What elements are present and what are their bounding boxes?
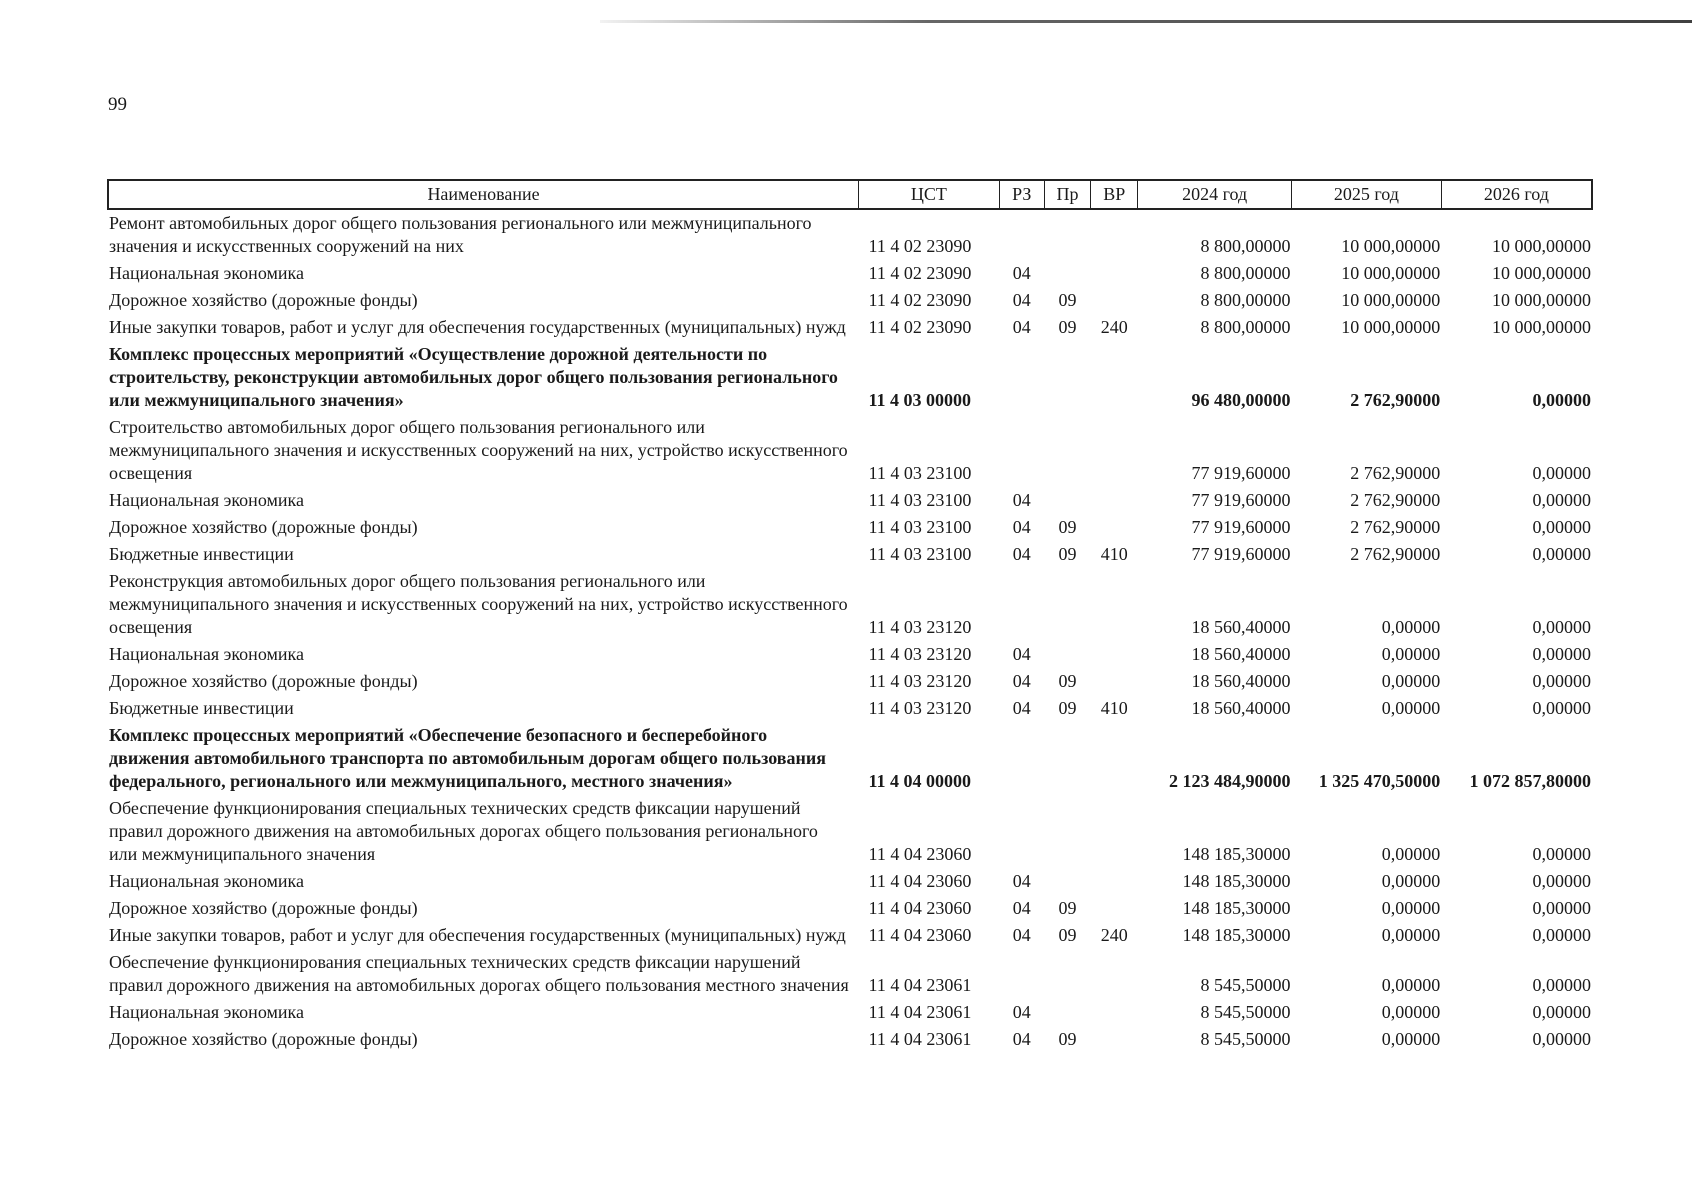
page-number: 99 — [108, 94, 127, 115]
row-value-2026: 0,00000 — [1532, 390, 1591, 410]
row-name: Иные закупки товаров, работ и услуг для обеспечения государственных (муниципальных) нужд — [109, 317, 846, 337]
row-value-2025: 2 762,90000 — [1350, 544, 1441, 564]
row-value-2024: 148 185,30000 — [1182, 898, 1291, 918]
row-value-2025: 0,00000 — [1381, 871, 1441, 891]
row-rz — [999, 795, 1044, 868]
row-value-2025: 0,00000 — [1381, 844, 1441, 864]
row-value-2024: 148 185,30000 — [1182, 925, 1291, 945]
row-cst: 11 4 03 23100 — [868, 463, 972, 483]
row-rz — [999, 414, 1044, 487]
row-vr: 410 — [1100, 544, 1128, 564]
row-name: Обеспечение функционирования специальных технических средств фиксации нарушений правил дорожного движения на автомобильных дорогах общего пользования местного значения — [109, 952, 849, 995]
row-pr — [1044, 414, 1090, 487]
row-value-2025: 0,00000 — [1381, 1002, 1441, 1022]
row-rz — [999, 341, 1044, 414]
row-value-2025: 2 762,90000 — [1350, 517, 1441, 537]
header-rz: РЗ — [999, 180, 1044, 209]
row-vr — [1091, 209, 1138, 260]
row-rz: 04 — [1012, 544, 1031, 564]
row-rz — [999, 209, 1044, 260]
row-value-2025: 0,00000 — [1381, 644, 1441, 664]
row-pr: 09 — [1058, 1029, 1077, 1049]
row-rz: 04 — [1012, 1002, 1031, 1022]
row-value-2025: 0,00000 — [1381, 898, 1441, 918]
row-rz: 04 — [1012, 290, 1031, 310]
row-value-2025: 2 762,90000 — [1350, 490, 1441, 510]
row-value-2025: 10 000,00000 — [1341, 263, 1441, 283]
row-vr — [1091, 341, 1138, 414]
row-value-2025: 0,00000 — [1381, 617, 1441, 637]
row-value-2026: 0,00000 — [1532, 463, 1591, 483]
row-value-2026: 0,00000 — [1532, 871, 1591, 891]
header-2026: 2026 год — [1441, 180, 1592, 209]
row-vr — [1091, 641, 1138, 668]
header-cst: ЦСТ — [859, 180, 1000, 209]
table-row — [108, 568, 1592, 641]
table-row — [108, 487, 1592, 514]
table-row — [108, 949, 1592, 999]
row-value-2024: 77 919,60000 — [1191, 544, 1291, 564]
header-vr: ВР — [1091, 180, 1138, 209]
row-cst: 11 4 04 23060 — [868, 871, 972, 891]
table-row — [108, 514, 1592, 541]
row-pr — [1044, 795, 1090, 868]
table-row — [108, 868, 1592, 895]
row-cst: 11 4 04 23061 — [868, 1002, 972, 1022]
row-name: Национальная экономика — [109, 871, 304, 891]
table-row — [108, 695, 1592, 722]
row-rz: 04 — [1012, 698, 1031, 718]
row-pr: 09 — [1058, 290, 1077, 310]
row-cst: 11 4 03 23120 — [868, 698, 972, 718]
row-value-2024: 8 800,00000 — [1200, 236, 1291, 256]
table-row-section — [108, 722, 1592, 795]
row-value-2024: 77 919,60000 — [1191, 517, 1291, 537]
row-rz: 04 — [1012, 517, 1031, 537]
row-rz: 04 — [1012, 925, 1031, 945]
row-cst: 11 4 03 23100 — [868, 544, 972, 564]
row-pr — [1044, 568, 1090, 641]
table-row — [108, 287, 1592, 314]
row-name: Иные закупки товаров, работ и услуг для обеспечения государственных (муниципальных) нужд — [109, 925, 846, 945]
row-vr — [1091, 1026, 1138, 1053]
row-pr — [1044, 999, 1090, 1026]
row-value-2025: 0,00000 — [1381, 1029, 1441, 1049]
row-name: Национальная экономика — [109, 1002, 304, 1022]
row-cst: 11 4 02 23090 — [868, 236, 972, 256]
row-rz: 04 — [1012, 644, 1031, 664]
row-vr — [1091, 260, 1138, 287]
row-vr — [1091, 487, 1138, 514]
row-value-2025: 0,00000 — [1381, 671, 1441, 691]
row-vr — [1091, 414, 1138, 487]
row-name: Дорожное хозяйство (дорожные фонды) — [109, 898, 418, 918]
row-value-2024: 8 545,50000 — [1200, 975, 1291, 995]
budget-table — [107, 179, 1593, 1053]
row-vr — [1091, 514, 1138, 541]
row-rz — [999, 568, 1044, 641]
row-value-2026: 10 000,00000 — [1492, 290, 1591, 310]
row-value-2025: 10 000,00000 — [1341, 236, 1441, 256]
row-pr: 09 — [1058, 317, 1077, 337]
row-value-2026: 10 000,00000 — [1492, 236, 1591, 256]
row-value-2025: 10 000,00000 — [1341, 317, 1441, 337]
table-row — [108, 314, 1592, 341]
table-row — [108, 668, 1592, 695]
row-value-2025: 10 000,00000 — [1341, 290, 1441, 310]
row-name: Обеспечение функционирования специальных технических средств фиксации нарушений правил дорожного движения на автомобильных дорогах общего пользования регионального или межмуниципального значения — [109, 798, 818, 864]
row-vr — [1091, 949, 1138, 999]
row-name: Национальная экономика — [109, 263, 304, 283]
row-name: Национальная экономика — [109, 490, 304, 510]
row-pr — [1044, 487, 1090, 514]
table-row — [108, 541, 1592, 568]
row-value-2026: 0,00000 — [1532, 1029, 1591, 1049]
row-value-2024: 96 480,00000 — [1191, 390, 1291, 410]
table-row — [108, 895, 1592, 922]
table-row — [108, 922, 1592, 949]
row-value-2025: 0,00000 — [1381, 698, 1441, 718]
row-value-2024: 8 800,00000 — [1200, 263, 1291, 283]
row-rz: 04 — [1012, 1029, 1031, 1049]
row-pr — [1044, 949, 1090, 999]
scan-edge-line — [600, 20, 1692, 23]
row-vr — [1091, 999, 1138, 1026]
row-cst: 11 4 04 23061 — [868, 1029, 972, 1049]
row-value-2024: 18 560,40000 — [1191, 671, 1291, 691]
row-cst: 11 4 03 23100 — [868, 517, 972, 537]
row-value-2026: 0,00000 — [1532, 1002, 1591, 1022]
row-pr — [1044, 868, 1090, 895]
row-vr — [1091, 722, 1138, 795]
row-vr — [1091, 668, 1138, 695]
row-value-2026: 0,00000 — [1532, 975, 1591, 995]
row-vr: 240 — [1100, 317, 1128, 337]
row-rz: 04 — [1012, 317, 1031, 337]
row-pr: 09 — [1058, 898, 1077, 918]
row-rz: 04 — [1012, 263, 1031, 283]
row-value-2024: 8 545,50000 — [1200, 1029, 1291, 1049]
table-row — [108, 999, 1592, 1026]
row-vr — [1091, 868, 1138, 895]
row-cst: 11 4 02 23090 — [868, 263, 972, 283]
row-cst: 11 4 03 23100 — [868, 490, 972, 510]
row-value-2025: 2 762,90000 — [1350, 390, 1441, 410]
row-name: Комплекс процессных мероприятий «Обеспечение безопасного и бесперебойного движения автомобильного транспорта по автомобильным дорогам общего пользования федерального, регионального или межмуниципального, местного значения» — [109, 725, 826, 791]
row-pr: 09 — [1058, 671, 1077, 691]
table-row — [108, 414, 1592, 487]
table-body — [108, 209, 1592, 1053]
row-value-2024: 18 560,40000 — [1191, 617, 1291, 637]
row-value-2026: 0,00000 — [1532, 671, 1591, 691]
row-value-2024: 148 185,30000 — [1182, 871, 1291, 891]
table-row — [108, 641, 1592, 668]
table-row — [108, 1026, 1592, 1053]
row-value-2024: 8 800,00000 — [1200, 317, 1291, 337]
row-cst: 11 4 02 23090 — [868, 290, 972, 310]
row-pr — [1044, 260, 1090, 287]
table-row — [108, 795, 1592, 868]
row-value-2025: 2 762,90000 — [1350, 463, 1441, 483]
row-value-2026: 0,00000 — [1532, 698, 1591, 718]
row-value-2024: 18 560,40000 — [1191, 698, 1291, 718]
table-row — [108, 209, 1592, 260]
row-value-2026: 0,00000 — [1532, 544, 1591, 564]
row-value-2024: 77 919,60000 — [1191, 490, 1291, 510]
row-cst: 11 4 02 23090 — [868, 317, 972, 337]
row-value-2026: 0,00000 — [1532, 617, 1591, 637]
row-vr: 410 — [1100, 698, 1128, 718]
row-cst: 11 4 03 23120 — [868, 617, 972, 637]
row-value-2024: 8 545,50000 — [1200, 1002, 1291, 1022]
row-pr — [1044, 341, 1090, 414]
row-name: Бюджетные инвестиции — [109, 544, 294, 564]
row-name: Дорожное хозяйство (дорожные фонды) — [109, 671, 418, 691]
row-name: Дорожное хозяйство (дорожные фонды) — [109, 517, 418, 537]
row-value-2026: 0,00000 — [1532, 517, 1591, 537]
row-rz: 04 — [1012, 490, 1031, 510]
row-value-2026: 1 072 857,80000 — [1469, 771, 1591, 791]
row-pr — [1044, 209, 1090, 260]
row-name: Реконструкция автомобильных дорог общего пользования регионального или межмуниципального значения и искусственных сооружений на них, устройство искусственного освещения — [109, 571, 848, 637]
row-value-2026: 0,00000 — [1532, 490, 1591, 510]
row-rz — [999, 949, 1044, 999]
row-cst: 11 4 04 00000 — [868, 771, 972, 791]
table-header — [108, 180, 1592, 209]
row-pr: 09 — [1058, 698, 1077, 718]
row-cst: 11 4 03 23120 — [868, 644, 972, 664]
row-pr — [1044, 722, 1090, 795]
row-cst: 11 4 04 23061 — [868, 975, 972, 995]
table-row-section — [108, 341, 1592, 414]
table-row — [108, 260, 1592, 287]
row-value-2026: 0,00000 — [1532, 925, 1591, 945]
row-vr — [1091, 287, 1138, 314]
row-value-2025: 1 325 470,50000 — [1318, 771, 1441, 791]
row-rz — [999, 722, 1044, 795]
row-cst: 11 4 04 23060 — [868, 844, 972, 864]
row-vr — [1091, 795, 1138, 868]
row-cst: 11 4 03 23120 — [868, 671, 972, 691]
row-value-2026: 0,00000 — [1532, 644, 1591, 664]
row-value-2024: 2 123 484,90000 — [1169, 771, 1291, 791]
row-cst: 11 4 04 23060 — [868, 898, 972, 918]
row-rz: 04 — [1012, 898, 1031, 918]
row-value-2025: 0,00000 — [1381, 925, 1441, 945]
row-pr: 09 — [1058, 925, 1077, 945]
header-2024: 2024 год — [1138, 180, 1292, 209]
row-name: Национальная экономика — [109, 644, 304, 664]
row-pr: 09 — [1058, 517, 1077, 537]
row-name: Ремонт автомобильных дорог общего пользования регионального или межмуниципального значения и искусственных сооружений на них — [109, 213, 812, 256]
row-value-2024: 18 560,40000 — [1191, 644, 1291, 664]
row-value-2026: 10 000,00000 — [1492, 263, 1591, 283]
row-name: Дорожное хозяйство (дорожные фонды) — [109, 1029, 418, 1049]
row-value-2025: 0,00000 — [1381, 975, 1441, 995]
row-pr: 09 — [1058, 544, 1077, 564]
row-name: Строительство автомобильных дорог общего пользования регионального или межмуниципального значения и искусственных сооружений на них, устройство искусственного освещения — [109, 417, 848, 483]
row-cst: 11 4 03 00000 — [868, 390, 972, 410]
row-rz: 04 — [1012, 671, 1031, 691]
row-cst: 11 4 04 23060 — [868, 925, 972, 945]
row-name: Бюджетные инвестиции — [109, 698, 294, 718]
row-vr: 240 — [1100, 925, 1128, 945]
row-vr — [1091, 895, 1138, 922]
row-value-2024: 148 185,30000 — [1182, 844, 1291, 864]
row-name: Комплекс процессных мероприятий «Осуществление дорожной деятельности по строительству, реконструкции автомобильных дорог общего пользования регионального или межмуниципального значения» — [109, 344, 838, 410]
header-pr: Пр — [1044, 180, 1090, 209]
row-pr — [1044, 641, 1090, 668]
row-name: Дорожное хозяйство (дорожные фонды) — [109, 290, 418, 310]
row-value-2026: 10 000,00000 — [1492, 317, 1591, 337]
row-value-2024: 77 919,60000 — [1191, 463, 1291, 483]
row-rz: 04 — [1012, 871, 1031, 891]
header-name: Наименование — [108, 180, 859, 209]
row-vr — [1091, 568, 1138, 641]
header-2025: 2025 год — [1292, 180, 1442, 209]
row-value-2026: 0,00000 — [1532, 898, 1591, 918]
row-value-2026: 0,00000 — [1532, 844, 1591, 864]
row-value-2024: 8 800,00000 — [1200, 290, 1291, 310]
